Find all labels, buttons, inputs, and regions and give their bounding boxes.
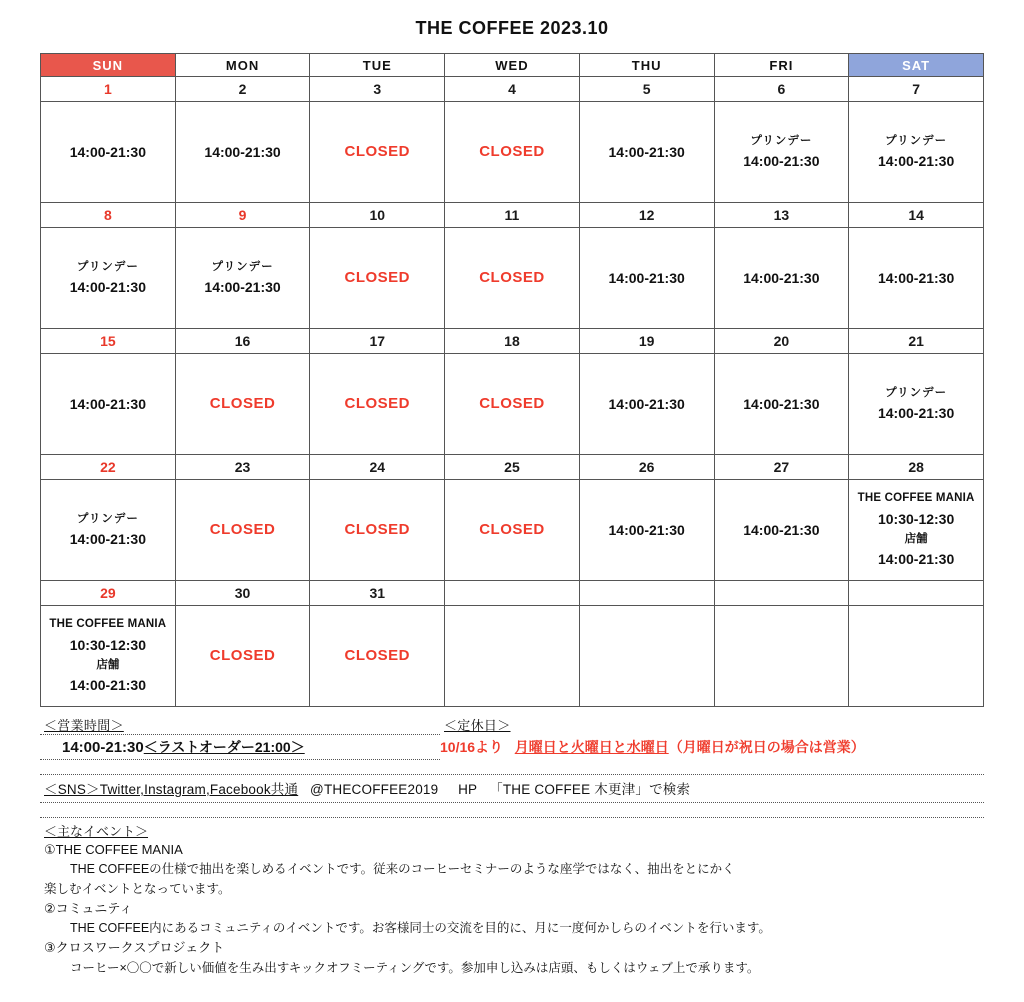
closed-days-block (440, 715, 984, 757)
mania-evening-hours: 14:00-21:30 (877, 551, 955, 568)
day-number-14: 14 (849, 203, 984, 228)
day-cell-content (43, 141, 173, 163)
closed-text: CLOSED (479, 143, 545, 160)
open-hours: 14:00-21:30 (204, 143, 281, 160)
day-cell-content (312, 392, 442, 416)
day-number-15: 15 (41, 329, 176, 354)
brew-day-label: プリンデー (76, 260, 139, 273)
business-hours-block (40, 715, 440, 760)
business-hours-label-wrap (40, 715, 440, 735)
day-cell-content (447, 392, 577, 416)
sns-label: ＜SNS＞Twitter,Instagram,Facebook共通 (44, 782, 299, 797)
day-cell-22[interactable] (41, 480, 176, 581)
day-cell-28[interactable] (849, 480, 984, 581)
day-cell-23[interactable] (175, 480, 310, 581)
day-cell-13[interactable] (714, 228, 849, 329)
day-cell-27[interactable] (714, 480, 849, 581)
day-number-5: 5 (579, 77, 714, 102)
day-number-17: 17 (310, 329, 445, 354)
day-number-29: 29 (41, 581, 176, 606)
day-number-13: 13 (714, 203, 849, 228)
open-hours: 14:00-21:30 (69, 143, 146, 160)
weekday-header-mon: MON (175, 54, 310, 77)
day-cell-content (312, 518, 442, 542)
open-hours: 14:00-21:30 (69, 395, 146, 412)
day-cell-empty (579, 606, 714, 707)
day-cell-16[interactable] (175, 354, 310, 455)
day-cell-content (43, 510, 173, 551)
day-cell-24[interactable] (310, 480, 445, 581)
brew-day-label: プリンデー (750, 134, 813, 147)
calendar-day-number-row (41, 581, 984, 606)
day-cell-content (717, 132, 847, 173)
open-hours: 14:00-21:30 (743, 395, 820, 412)
closed-text: CLOSED (479, 395, 545, 412)
day-cell-25[interactable] (445, 480, 580, 581)
day-number-12: 12 (579, 203, 714, 228)
brew-day-label: プリンデー (76, 512, 139, 525)
day-number-1: 1 (41, 77, 176, 102)
closed-days-weekdays: 月曜日と火曜日と水曜日 (514, 739, 669, 755)
open-hours: 14:00-21:30 (877, 269, 955, 286)
open-hours: 14:00-21:30 (608, 521, 685, 538)
day-cell-15[interactable] (41, 354, 176, 455)
day-cell-17[interactable] (310, 354, 445, 455)
closed-text: CLOSED (209, 647, 276, 664)
closed-text: CLOSED (479, 521, 545, 538)
day-cell-content (178, 141, 308, 163)
day-number-empty (579, 581, 714, 606)
closed-text: CLOSED (344, 521, 411, 538)
closed-text: CLOSED (344, 647, 411, 664)
day-cell-content (447, 140, 577, 164)
day-number-10: 10 (310, 203, 445, 228)
event-name-3: ③クロスワークスプロジェクト (44, 940, 225, 956)
closed-text: CLOSED (344, 143, 411, 160)
closed-text: CLOSED (344, 395, 411, 412)
day-cell-content (43, 393, 173, 415)
day-cell-21[interactable] (849, 354, 984, 455)
day-number-9: 9 (175, 203, 310, 228)
day-number-2: 2 (175, 77, 310, 102)
brew-day-label: プリンデー (211, 260, 274, 273)
sns-block (40, 774, 984, 803)
day-number-8: 8 (41, 203, 176, 228)
day-cell-6[interactable] (714, 102, 849, 203)
brew-day-hours: 14:00-21:30 (877, 153, 955, 169)
day-number-16: 16 (175, 329, 310, 354)
brew-day-hours: 14:00-21:30 (743, 153, 820, 169)
calendar-body (41, 77, 984, 707)
day-cell-2[interactable] (175, 102, 310, 203)
event-desc-1-line2: 楽しむイベントとなっています。 (44, 881, 231, 896)
mania-evening-hours: 14:00-21:30 (69, 677, 146, 694)
open-hours: 14:00-21:30 (608, 269, 685, 286)
day-number-25: 25 (445, 455, 580, 480)
calendar-day-content-row (41, 480, 984, 581)
day-cell-content (312, 140, 442, 164)
sns-line (40, 775, 984, 803)
closed-text: CLOSED (344, 269, 411, 286)
day-cell-content (178, 644, 308, 668)
day-number-23: 23 (175, 455, 310, 480)
day-cell-11[interactable] (445, 228, 580, 329)
day-number-empty (445, 581, 580, 606)
closed-days-from: 10/16より (440, 739, 504, 755)
day-cell-content (43, 258, 173, 299)
day-cell-30[interactable] (175, 606, 310, 707)
day-cell-content (717, 519, 847, 541)
business-hours-value: 14:00-21:30 (62, 739, 144, 756)
day-cell-content (582, 393, 712, 415)
day-cell-content (312, 266, 442, 290)
day-cell-content (178, 518, 308, 542)
calendar-day-content-row (41, 354, 984, 455)
day-cell-content (582, 267, 712, 289)
hp-value: 「THE COFFEE 木更津」で検索 (489, 782, 691, 797)
hp-label: HP (458, 782, 478, 797)
mania-morning-hours: 10:30-12:30 (69, 636, 146, 653)
open-hours: 14:00-21:30 (608, 143, 685, 160)
day-cell-content (178, 392, 308, 416)
calendar-table (40, 53, 984, 707)
closed-days-label-wrap (440, 715, 984, 734)
brew-day-hours: 14:00-21:30 (69, 279, 146, 295)
event-desc-2-line1: THE COFFEE内にあるコミュニティのイベントです。お客様同士の交流を目的に、月に一度何かしらのイベントを行います。 (70, 921, 771, 936)
day-cell-content (43, 615, 173, 697)
brew-day-hours: 14:00-21:30 (69, 531, 146, 547)
calendar-day-number-row (41, 329, 984, 354)
day-number-7: 7 (849, 77, 984, 102)
closed-text: CLOSED (479, 269, 545, 286)
notes-section (0, 707, 1024, 978)
open-hours: 14:00-21:30 (608, 395, 685, 412)
day-cell-content (582, 519, 712, 541)
day-number-26: 26 (579, 455, 714, 480)
mania-morning-hours: 10:30-12:30 (877, 510, 955, 527)
event-name-1: ①THE COFFEE MANIA (44, 842, 183, 857)
day-cell-5[interactable] (579, 102, 714, 203)
calendar-container (0, 53, 1024, 707)
day-number-28: 28 (849, 455, 984, 480)
calendar-day-number-row (41, 203, 984, 228)
day-number-11: 11 (445, 203, 580, 228)
calendar-day-content-row (41, 228, 984, 329)
weekday-header-sat: SAT (849, 54, 984, 77)
weekday-header-row (41, 54, 984, 77)
brew-day-hours: 14:00-21:30 (204, 279, 281, 295)
day-cell-content (178, 258, 308, 299)
event-desc-3 (40, 959, 984, 978)
sns-handle[interactable]: @THECOFFEE2019 (310, 782, 439, 797)
day-cell-content (582, 141, 712, 163)
day-number-21: 21 (849, 329, 984, 354)
weekday-header-wed: WED (445, 54, 580, 77)
day-cell-content (312, 644, 442, 668)
business-hours-value-wrap (40, 735, 440, 760)
day-cell-content (851, 384, 981, 425)
day-cell-content (717, 267, 847, 289)
day-number-empty (849, 581, 984, 606)
day-number-22: 22 (41, 455, 176, 480)
day-cell-31[interactable] (310, 606, 445, 707)
weekday-header-sun: SUN (41, 54, 176, 77)
calendar-day-content-row (41, 102, 984, 203)
day-cell-content (447, 266, 577, 290)
day-cell-14[interactable] (849, 228, 984, 329)
day-number-19: 19 (579, 329, 714, 354)
brew-day-label: プリンデー (885, 386, 948, 399)
closed-days-note: （月曜日が祝日の場合は営業） (668, 739, 865, 755)
brew-day-hours: 14:00-21:30 (877, 405, 955, 421)
day-cell-10[interactable] (310, 228, 445, 329)
day-number-31: 31 (310, 581, 445, 606)
day-cell-26[interactable] (579, 480, 714, 581)
weekday-header-tue: TUE (310, 54, 445, 77)
day-number-30: 30 (175, 581, 310, 606)
day-cell-12[interactable] (579, 228, 714, 329)
page-title: THE COFFEE 2023.10 (415, 18, 609, 38)
open-hours: 14:00-21:30 (743, 269, 820, 286)
mania-title: THE COFFEE MANIA (857, 492, 975, 505)
weekday-header-thu: THU (579, 54, 714, 77)
events-block (40, 817, 984, 978)
day-cell-3[interactable] (310, 102, 445, 203)
day-cell-empty (849, 606, 984, 707)
day-cell-1[interactable] (41, 102, 176, 203)
day-number-3: 3 (310, 77, 445, 102)
day-number-empty (714, 581, 849, 606)
event-desc-3-line1: コーヒー×〇〇で新しい価値を生み出すキックオフミーティングです。参加申し込みは店頭、もしくはウェブ上で承ります。 (70, 960, 760, 975)
day-number-4: 4 (445, 77, 580, 102)
day-cell-19[interactable] (579, 354, 714, 455)
event-name-2: ②コミュニティ (44, 900, 133, 916)
day-cell-content (717, 393, 847, 415)
mania-store-label: 店舗 (96, 659, 120, 671)
day-cell-content (851, 132, 981, 173)
event-desc-1 (40, 860, 984, 879)
events-title: ＜主なイベント＞ (44, 824, 149, 839)
brew-day-label: プリンデー (885, 134, 948, 147)
day-number-27: 27 (714, 455, 849, 480)
day-cell-20[interactable] (714, 354, 849, 455)
mania-store-label: 店舗 (904, 533, 928, 545)
closed-days-label: ＜定休日＞ (444, 718, 511, 733)
day-cell-7[interactable] (849, 102, 984, 203)
day-cell-empty (445, 606, 580, 707)
day-cell-29[interactable] (41, 606, 176, 707)
calendar-day-number-row (41, 455, 984, 480)
day-cell-content (447, 518, 577, 542)
day-cell-9[interactable] (175, 228, 310, 329)
event-desc-1-line1: THE COFFEEの仕様で抽出を楽しめるイベントです。従来のコーヒーセミナーのような座学ではなく、抽出をとにかく (70, 862, 735, 877)
day-number-18: 18 (445, 329, 580, 354)
day-cell-content (851, 267, 981, 289)
hours-and-closed-row (40, 715, 984, 760)
events-list (40, 840, 984, 978)
event-desc-2 (40, 919, 984, 938)
day-number-24: 24 (310, 455, 445, 480)
last-order-value: ＜ラストオーダー21:00＞ (143, 739, 305, 755)
closed-text: CLOSED (209, 395, 276, 412)
calendar-header (41, 54, 984, 77)
day-cell-empty (714, 606, 849, 707)
business-hours-label: ＜営業時間＞ (44, 718, 124, 733)
closed-text: CLOSED (209, 521, 276, 538)
day-number-6: 6 (714, 77, 849, 102)
day-cell-8[interactable] (41, 228, 176, 329)
mania-title: THE COFFEE MANIA (49, 618, 167, 631)
calendar-day-number-row (41, 77, 984, 102)
day-cell-4[interactable] (445, 102, 580, 203)
day-cell-content (851, 489, 981, 571)
open-hours: 14:00-21:30 (743, 521, 820, 538)
calendar-day-content-row (41, 606, 984, 707)
day-cell-18[interactable] (445, 354, 580, 455)
closed-days-value-wrap (440, 734, 984, 757)
weekday-header-fri: FRI (714, 54, 849, 77)
day-number-20: 20 (714, 329, 849, 354)
